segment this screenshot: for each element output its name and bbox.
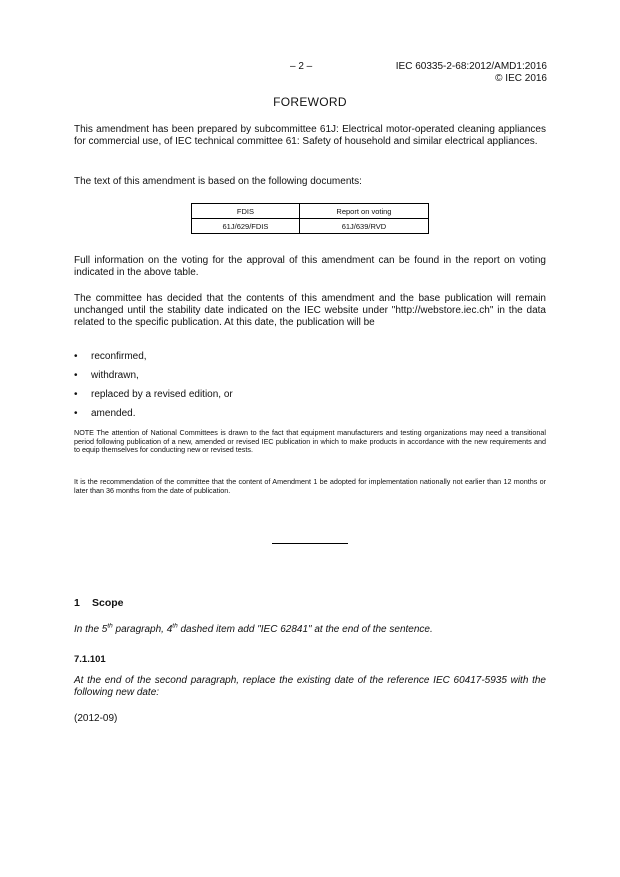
scope-heading-title: Scope (92, 597, 124, 609)
foreword-paragraph-subcommittee: This amendment has been prepared by subcommittee 61J: Electrical motor-operated cleaning appliances for commercial use, of IEC technical committee 61: Safety of household and similar electrical appliances. (74, 124, 546, 147)
foreword-paragraph-stability: The committee has decided that the contents of this amendment and the base publication will remain unchanged until the stability date indicated on the IEC website under "http://webstore.iec.ch" in the data related to the specific publication. At this date, the publication will be (74, 293, 546, 328)
document-reference: IEC 60335-2-68:2012/AMD1:2016 (395, 61, 547, 72)
table-row (192, 219, 429, 234)
voting-documents-table (191, 203, 429, 234)
list-item: • reconfirmed, (74, 351, 147, 362)
table-header-row (192, 204, 429, 219)
list-item: • replaced by a revised edition, or (74, 389, 233, 400)
foreword-title: FOREWORD (273, 95, 347, 109)
clause-new-date: (2012-09) (74, 713, 118, 724)
bullet-icon: • (74, 370, 78, 381)
table-header-report-on-voting: Report on voting (299, 204, 428, 219)
scope-heading (74, 597, 124, 609)
foreword-paragraph-documents: The text of this amendment is based on the following documents: (74, 176, 362, 187)
bullet-icon: • (74, 408, 78, 419)
table-cell-fdis: 61J/629/FDIS (192, 219, 300, 234)
clause-instruction: At the end of the second paragraph, replace the existing date of the reference IEC 60417-5935 with the following new date: (74, 675, 546, 698)
publication-options-list (74, 351, 546, 427)
recommendation-paragraph: It is the recommendation of the committee that the content of Amendment 1 be adopted for implementation nationally not earlier than 12 months or later than 36 months from the date of publication. (74, 477, 546, 495)
page-header-right (396, 61, 547, 85)
copyright-notice: © IEC 2016 (495, 73, 547, 84)
bullet-icon: • (74, 351, 78, 362)
page-number: – 2 – (290, 61, 313, 72)
scope-heading-number: 1 (74, 597, 80, 609)
clause-heading: 7.1.101 (74, 654, 106, 665)
note-paragraph: NOTE The attention of National Committees is drawn to the fact that equipment manufacturers and testing organizations may need a transitional period following publication of a new, amended or revised IEC publication in which to make products in accordance with the new requirements and to equip themselves for conducting new or revised tests. (74, 428, 546, 455)
separator-rule (272, 543, 348, 544)
list-item: • withdrawn, (74, 370, 139, 381)
foreword-paragraph-voting: Full information on the voting for the approval of this amendment can be found in the report on voting indicated in the above table. (74, 255, 546, 278)
list-item: • amended. (74, 408, 136, 419)
table-cell-rvd: 61J/639/RVD (299, 219, 428, 234)
table-header-fdis: FDIS (192, 204, 300, 219)
scope-instruction: In the 5th paragraph, 4th dashed item add "IEC 62841" at the end of the sentence. (74, 622, 433, 635)
bullet-icon: • (74, 389, 78, 400)
